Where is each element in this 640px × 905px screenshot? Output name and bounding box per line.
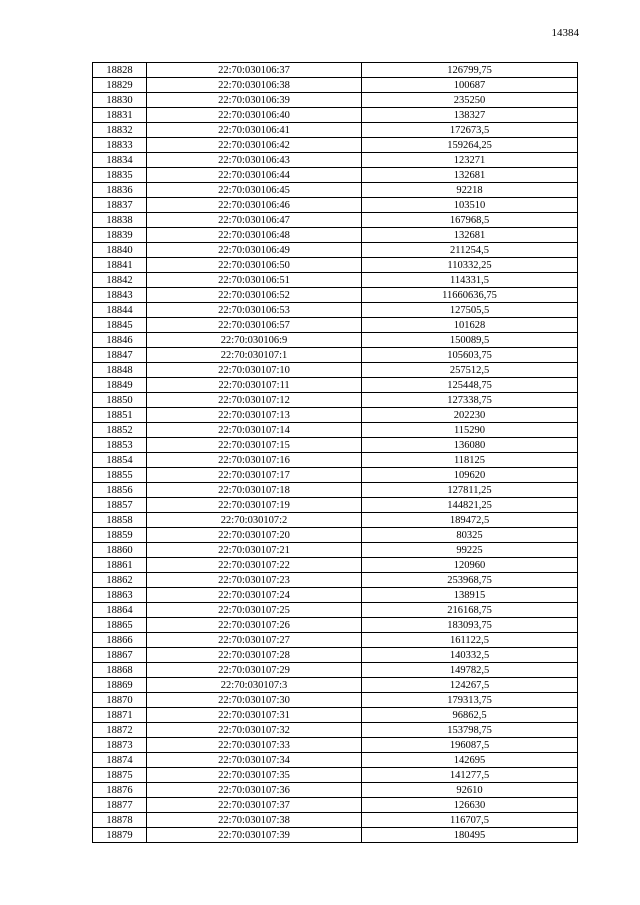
cadastral-number-cell: 22:70:030107:25 [147,603,362,618]
cadastral-number-cell: 22:70:030106:38 [147,78,362,93]
row-number-cell: 18874 [93,753,147,768]
value-cell: 202230 [362,408,578,423]
cadastral-number-cell: 22:70:030107:2 [147,513,362,528]
table-row [93,648,578,663]
cadastral-number-cell: 22:70:030107:39 [147,828,362,843]
value-cell: 159264,25 [362,138,578,153]
table-row [93,723,578,738]
cadastral-number-cell: 22:70:030107:31 [147,708,362,723]
cadastral-number-cell: 22:70:030107:29 [147,663,362,678]
row-number-cell: 18877 [93,798,147,813]
table-row [93,528,578,543]
value-cell: 118125 [362,453,578,468]
value-cell: 172673,5 [362,123,578,138]
value-cell: 101628 [362,318,578,333]
table-row [93,63,578,78]
row-number-cell: 18870 [93,693,147,708]
table-row [93,573,578,588]
table-row [93,408,578,423]
cadastral-number-cell: 22:70:030107:12 [147,393,362,408]
value-cell: 257512,5 [362,363,578,378]
cadastral-number-cell: 22:70:030107:11 [147,378,362,393]
table-row [93,603,578,618]
row-number-cell: 18856 [93,483,147,498]
table-row [93,243,578,258]
value-cell: 150089,5 [362,333,578,348]
row-number-cell: 18848 [93,363,147,378]
value-cell: 211254,5 [362,243,578,258]
row-number-cell: 18865 [93,618,147,633]
cadastral-number-cell: 22:70:030107:22 [147,558,362,573]
value-cell: 153798,75 [362,723,578,738]
row-number-cell: 18868 [93,663,147,678]
row-number-cell: 18836 [93,183,147,198]
row-number-cell: 18837 [93,198,147,213]
row-number-cell: 18855 [93,468,147,483]
value-cell: 99225 [362,543,578,558]
value-cell: 116707,5 [362,813,578,828]
value-cell: 124267,5 [362,678,578,693]
value-cell: 123271 [362,153,578,168]
cadastral-number-cell: 22:70:030106:57 [147,318,362,333]
row-number-cell: 18869 [93,678,147,693]
value-cell: 140332,5 [362,648,578,663]
table-row [93,123,578,138]
row-number-cell: 18860 [93,543,147,558]
cadastral-number-cell: 22:70:030106:43 [147,153,362,168]
value-cell: 179313,75 [362,693,578,708]
row-number-cell: 18859 [93,528,147,543]
table-row [93,378,578,393]
value-cell: 167968,5 [362,213,578,228]
table-row [93,738,578,753]
table-row [93,138,578,153]
value-cell: 235250 [362,93,578,108]
cadastral-number-cell: 22:70:030107:18 [147,483,362,498]
table-row [93,618,578,633]
cadastral-number-cell: 22:70:030107:27 [147,633,362,648]
table-row [93,813,578,828]
row-number-cell: 18857 [93,498,147,513]
cadastral-number-cell: 22:70:030107:14 [147,423,362,438]
row-number-cell: 18843 [93,288,147,303]
value-cell: 141277,5 [362,768,578,783]
cadastral-number-cell: 22:70:030107:33 [147,738,362,753]
cadastral-number-cell: 22:70:030107:23 [147,573,362,588]
cadastral-number-cell: 22:70:030107:16 [147,453,362,468]
table-row [93,438,578,453]
cadastral-number-cell: 22:70:030106:46 [147,198,362,213]
cadastral-number-cell: 22:70:030106:9 [147,333,362,348]
row-number-cell: 18866 [93,633,147,648]
value-cell: 126630 [362,798,578,813]
value-cell: 136080 [362,438,578,453]
row-number-cell: 18864 [93,603,147,618]
table-row [93,768,578,783]
row-number-cell: 18862 [93,573,147,588]
table-row [93,543,578,558]
cadastral-number-cell: 22:70:030107:10 [147,363,362,378]
value-cell: 120960 [362,558,578,573]
cadastral-number-cell: 22:70:030107:32 [147,723,362,738]
table-row [93,513,578,528]
table-row [93,708,578,723]
value-cell: 127338,75 [362,393,578,408]
value-cell: 110332,25 [362,258,578,273]
value-cell: 142695 [362,753,578,768]
value-cell: 125448,75 [362,378,578,393]
table-row [93,228,578,243]
cadastral-number-cell: 22:70:030107:21 [147,543,362,558]
cadastral-number-cell: 22:70:030106:48 [147,228,362,243]
value-cell: 109620 [362,468,578,483]
row-number-cell: 18852 [93,423,147,438]
row-number-cell: 18851 [93,408,147,423]
table-body [93,63,578,843]
table-row [93,348,578,363]
row-number-cell: 18829 [93,78,147,93]
value-cell: 126799,75 [362,63,578,78]
table-row [93,783,578,798]
row-number-cell: 18861 [93,558,147,573]
value-cell: 138915 [362,588,578,603]
table-row [93,753,578,768]
row-number-cell: 18858 [93,513,147,528]
value-cell: 80325 [362,528,578,543]
cadastral-number-cell: 22:70:030106:44 [147,168,362,183]
cadastral-number-cell: 22:70:030106:47 [147,213,362,228]
cadastral-number-cell: 22:70:030107:13 [147,408,362,423]
cadastral-number-cell: 22:70:030106:37 [147,63,362,78]
row-number-cell: 18834 [93,153,147,168]
row-number-cell: 18839 [93,228,147,243]
table-row [93,393,578,408]
table-row [93,633,578,648]
cadastral-number-cell: 22:70:030106:45 [147,183,362,198]
value-cell: 127811,25 [362,483,578,498]
row-number-cell: 18878 [93,813,147,828]
row-number-cell: 18831 [93,108,147,123]
table-row [93,828,578,843]
table-row [93,108,578,123]
row-number-cell: 18846 [93,333,147,348]
value-cell: 138327 [362,108,578,123]
cadastral-number-cell: 22:70:030106:40 [147,108,362,123]
cadastral-number-cell: 22:70:030107:3 [147,678,362,693]
cadastral-value-table [92,62,578,843]
value-cell: 92610 [362,783,578,798]
row-number-cell: 18863 [93,588,147,603]
value-cell: 11660636,75 [362,288,578,303]
cadastral-number-cell: 22:70:030107:38 [147,813,362,828]
page-number: 14384 [551,27,579,39]
value-cell: 114331,5 [362,273,578,288]
value-cell: 127505,5 [362,303,578,318]
table-row [93,423,578,438]
row-number-cell: 18842 [93,273,147,288]
cadastral-number-cell: 22:70:030106:49 [147,243,362,258]
cadastral-number-cell: 22:70:030107:20 [147,528,362,543]
cadastral-number-cell: 22:70:030107:37 [147,798,362,813]
table-row [93,303,578,318]
table-row [93,363,578,378]
value-cell: 196087,5 [362,738,578,753]
cadastral-number-cell: 22:70:030107:15 [147,438,362,453]
value-cell: 115290 [362,423,578,438]
value-cell: 161122,5 [362,633,578,648]
table-row [93,78,578,93]
row-number-cell: 18832 [93,123,147,138]
table-row [93,93,578,108]
table-row [93,198,578,213]
cadastral-number-cell: 22:70:030107:28 [147,648,362,663]
row-number-cell: 18838 [93,213,147,228]
row-number-cell: 18867 [93,648,147,663]
value-cell: 105603,75 [362,348,578,363]
cadastral-number-cell: 22:70:030106:41 [147,123,362,138]
cadastral-number-cell: 22:70:030107:30 [147,693,362,708]
row-number-cell: 18845 [93,318,147,333]
table-row [93,588,578,603]
cadastral-number-cell: 22:70:030107:24 [147,588,362,603]
table-row [93,678,578,693]
row-number-cell: 18849 [93,378,147,393]
value-cell: 183093,75 [362,618,578,633]
value-cell: 92218 [362,183,578,198]
value-cell: 103510 [362,198,578,213]
table-row [93,213,578,228]
row-number-cell: 18871 [93,708,147,723]
cadastral-number-cell: 22:70:030106:42 [147,138,362,153]
value-cell: 149782,5 [362,663,578,678]
value-cell: 189472,5 [362,513,578,528]
row-number-cell: 18875 [93,768,147,783]
cadastral-number-cell: 22:70:030106:51 [147,273,362,288]
table-row [93,273,578,288]
table-row [93,663,578,678]
table-row [93,168,578,183]
row-number-cell: 18879 [93,828,147,843]
value-cell: 253968,75 [362,573,578,588]
value-cell: 144821,25 [362,498,578,513]
value-cell: 132681 [362,228,578,243]
cadastral-number-cell: 22:70:030107:1 [147,348,362,363]
table-row [93,318,578,333]
table-row [93,333,578,348]
table-row [93,468,578,483]
table-row [93,183,578,198]
cadastral-number-cell: 22:70:030106:39 [147,93,362,108]
value-cell: 180495 [362,828,578,843]
cadastral-number-cell: 22:70:030106:50 [147,258,362,273]
table-row [93,558,578,573]
cadastral-number-cell: 22:70:030107:35 [147,768,362,783]
row-number-cell: 18847 [93,348,147,363]
table-row [93,288,578,303]
cadastral-number-cell: 22:70:030107:34 [147,753,362,768]
cadastral-number-cell: 22:70:030107:19 [147,498,362,513]
table-row [93,483,578,498]
row-number-cell: 18873 [93,738,147,753]
table-row [93,258,578,273]
row-number-cell: 18841 [93,258,147,273]
row-number-cell: 18844 [93,303,147,318]
row-number-cell: 18835 [93,168,147,183]
row-number-cell: 18828 [93,63,147,78]
table-row [93,498,578,513]
row-number-cell: 18840 [93,243,147,258]
value-cell: 96862,5 [362,708,578,723]
row-number-cell: 18853 [93,438,147,453]
row-number-cell: 18854 [93,453,147,468]
row-number-cell: 18833 [93,138,147,153]
cadastral-number-cell: 22:70:030107:26 [147,618,362,633]
table-row [93,798,578,813]
row-number-cell: 18850 [93,393,147,408]
row-number-cell: 18876 [93,783,147,798]
row-number-cell: 18872 [93,723,147,738]
row-number-cell: 18830 [93,93,147,108]
value-cell: 216168,75 [362,603,578,618]
cadastral-number-cell: 22:70:030106:53 [147,303,362,318]
value-cell: 132681 [362,168,578,183]
table-row [93,693,578,708]
table-row [93,453,578,468]
cadastral-number-cell: 22:70:030107:17 [147,468,362,483]
cadastral-number-cell: 22:70:030107:36 [147,783,362,798]
cadastral-number-cell: 22:70:030106:52 [147,288,362,303]
value-cell: 100687 [362,78,578,93]
table-row [93,153,578,168]
